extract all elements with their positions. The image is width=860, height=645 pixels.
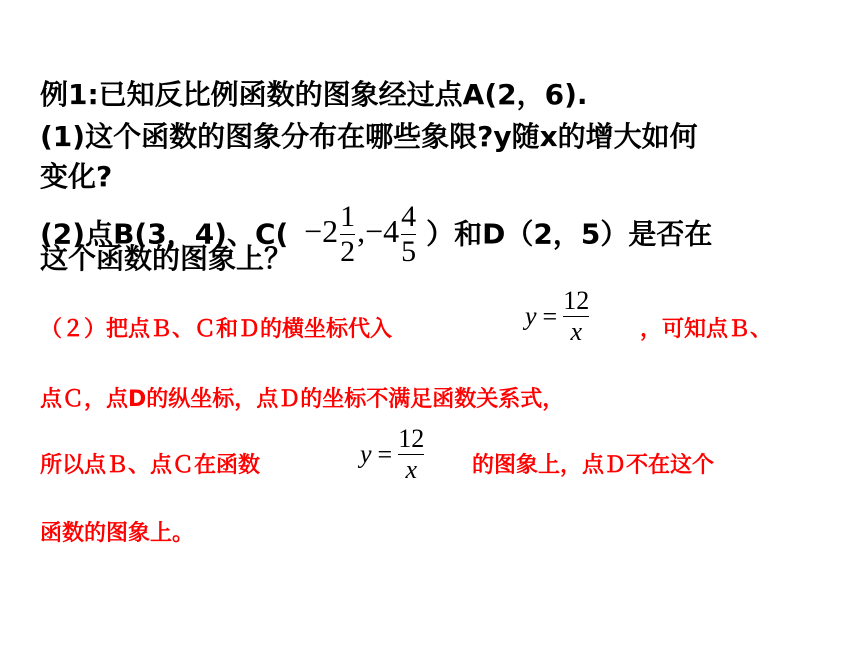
point-c-fraction-1-denominator: 2 [340, 235, 356, 268]
question-line-5: 这个函数的图象上？ [40, 242, 293, 275]
question-line-3: 变化? [40, 160, 113, 193]
question-line-2: (1)这个函数的图象分布在哪些象限?y随x的增大如何 [40, 120, 698, 153]
answer-line-3-before: 所以点Ｂ、点Ｃ在函数 [40, 453, 261, 478]
formula-lhs: y [525, 301, 537, 331]
formula-equals: = [542, 301, 558, 331]
formula-fraction [563, 286, 589, 347]
formula-denominator: x [570, 317, 582, 346]
point-c-fraction-2-denominator: 5 [401, 235, 417, 268]
answer-line-1-after: ，可知点Ｂ、 [640, 317, 773, 342]
formula-fraction [398, 424, 424, 485]
point-c-fraction-1-numerator: 1 [340, 200, 356, 233]
formula-numerator: 12 [563, 286, 590, 315]
formula-y-equals-12-over-x-2 [360, 424, 424, 485]
point-c-fraction-2 [401, 200, 416, 269]
formula-lhs: y [360, 439, 372, 469]
point-c-coordinates [304, 200, 426, 268]
formula-equals: = [377, 439, 393, 469]
answer-line-4: 函数的图象上。 [40, 521, 195, 546]
question-line-1: 例1:已知反比例函数的图象经过点A(2，6). [40, 78, 588, 111]
formula-numerator: 12 [398, 424, 425, 453]
point-c-comma: , [357, 212, 366, 249]
question-line-4-suffix: ）和D（2，5）是否在 [426, 217, 713, 251]
question-line-4-prefix: (2)点B(3，4)、C( [40, 217, 289, 251]
formula-denominator: x [405, 455, 417, 484]
formula-y-equals-12-over-x-1 [525, 286, 589, 347]
point-c-fraction-1 [340, 200, 355, 269]
point-c-fraction-2-numerator: 4 [401, 200, 417, 233]
answer-line-3-after: 的图象上，点Ｄ不在这个 [472, 453, 715, 478]
answer-line-1-before: （２）把点Ｂ、Ｃ和Ｄ的横坐标代入 [40, 317, 393, 342]
point-c-sign-1: −2 [304, 212, 339, 249]
point-c-sign-2: −4 [365, 212, 400, 249]
answer-line-2: 点Ｃ，点D的纵坐标，点Ｄ的坐标不满足函数关系式， [40, 387, 565, 412]
